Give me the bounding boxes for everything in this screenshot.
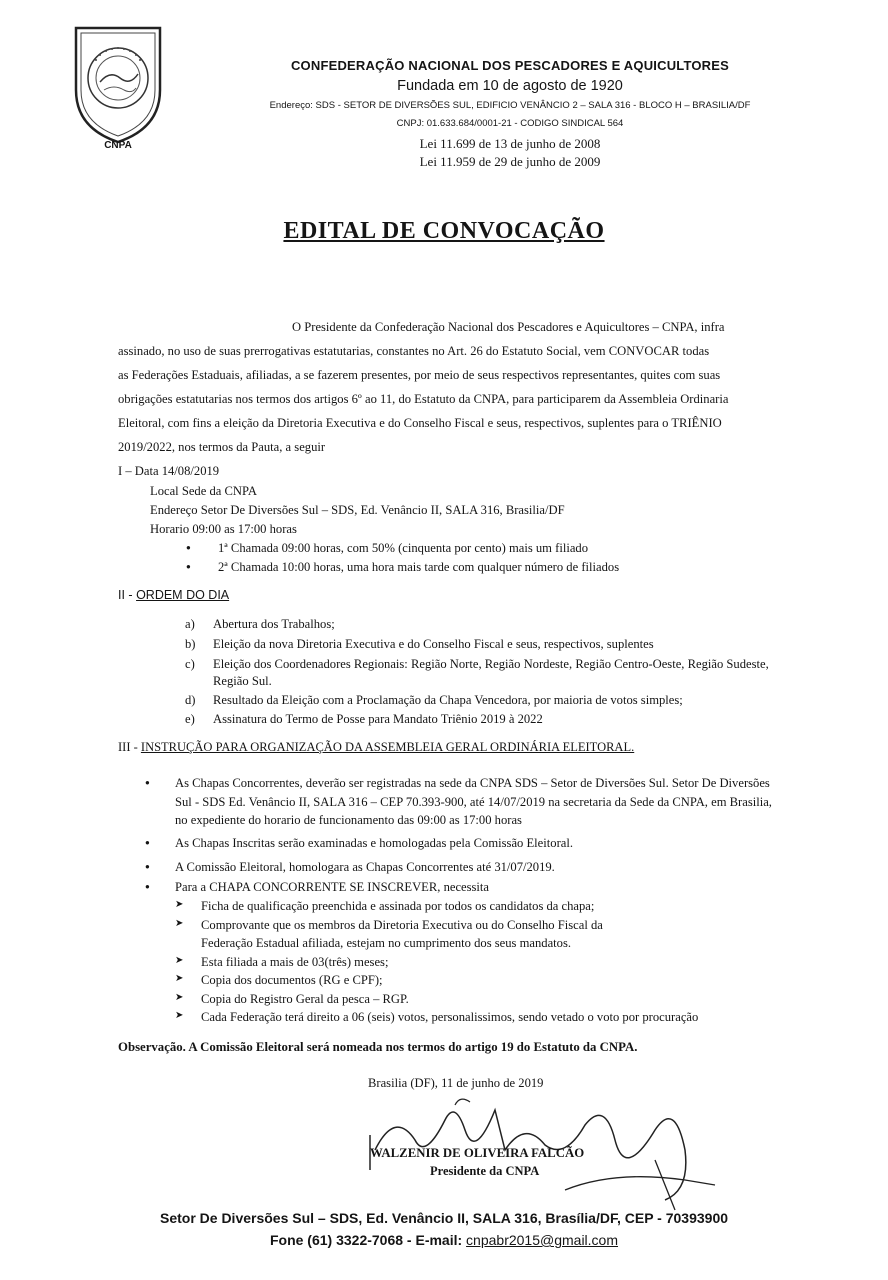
intro-line-3: as Federações Estaduais, afiliadas, a se fazerem presentes, por meio de seus respectivos representantes, quites com suas: [118, 368, 721, 382]
bullet-icon: ●: [186, 562, 191, 571]
instructions-heading: III - INSTRUÇÃO PARA ORGANIZAÇÃO DA ASSEMBLEIA GERAL ORDINÁRIA ELEITORAL.: [118, 740, 635, 754]
bullet-icon: ●: [186, 543, 191, 552]
footer-email-link[interactable]: cnpabr2015@gmail.com: [466, 1232, 619, 1248]
meeting-date: I – Data 14/08/2019: [118, 464, 220, 478]
arrow-bullet-icon: ➤: [175, 955, 184, 966]
agenda-letter-b: b): [185, 637, 196, 651]
agenda-item-e: Assinatura do Termo de Posse para Mandato Triênio 2019 à 2022: [213, 712, 543, 726]
footer-address: Setor De Diversões Sul – SDS, Ed. Venâncio II, SALA 316, Brasília/DF, CEP - 70393900: [159, 1210, 729, 1226]
arrow-bullet-icon: ➤: [175, 992, 184, 1003]
instruction-3: ● A Comissão Eleitoral, homologara as Chapas Concorrentes até 31/07/2019.: [145, 860, 555, 874]
requirement-4: ➤ Copia dos documentos (RG e CPF);: [175, 973, 383, 987]
agenda-letter-e: e): [185, 712, 195, 726]
agenda-heading: II - ORDEM DO DIA: [118, 588, 230, 602]
bullet-icon: ●: [145, 862, 150, 871]
org-name: CONFEDERAÇÃO NACIONAL DOS PESCADORES E AQUICULTORES: [290, 58, 730, 73]
requirement-3: ➤ Esta filiada a mais de 03(três) meses;: [175, 955, 389, 969]
observation: Observação. A Comissão Eleitoral será nomeada nos termos do artigo 19 do Estatuto da CNPA.: [118, 1040, 638, 1054]
seal-emblem-icon: [70, 20, 166, 148]
bullet-icon: ●: [145, 882, 150, 891]
agenda-letter-d: d): [185, 693, 196, 707]
instruction-1-line-2: Sul - SDS Ed. Venâncio II, SALA 316 – CEP 70.393-900, até 14/07/2019 na secretaria da Sede da CNPA, em Brasilia,: [175, 795, 772, 809]
arrow-bullet-icon: ➤: [175, 899, 184, 910]
signature-place-date: Brasilia (DF), 11 de junho de 2019: [368, 1076, 544, 1090]
intro-line-6: 2019/2022, nos termos da Pauta, a seguir: [118, 440, 326, 454]
seal-label: CNPA: [104, 140, 132, 151]
intro-line-4: obrigações estatutarias nos termos dos artigos 6º ao 11, do Estatuto da CNPA, para participarem da Assembleia Ordinaria: [118, 392, 729, 406]
bullet-icon: ●: [145, 778, 150, 787]
bullet-icon: ●: [145, 838, 150, 847]
instruction-1-line-1: ● As Chapas Concorrentes, deverão ser registradas na sede da CNPA SDS – Setor de Diversões Sul. Setor De Diversões: [145, 776, 770, 790]
intro-line-1: O Presidente da Confederação Nacional dos Pescadores e Aquicultores – CNPA, infra: [292, 320, 725, 334]
law-2: Lei 11.959 de 29 de junho de 2009: [419, 154, 601, 169]
requirement-5: ➤ Copia do Registro Geral da pesca – RGP.: [175, 992, 409, 1006]
instruction-1-line-3: no expediente do horario de funcionamento das 09:00 as 17:00 horas: [175, 813, 522, 827]
agenda-item-b: Eleição da nova Diretoria Executiva e do Conselho Fiscal e seus, respectivos, suplentes: [213, 637, 654, 651]
arrow-bullet-icon: ➤: [175, 973, 184, 984]
arrow-bullet-icon: ➤: [175, 1010, 184, 1021]
cnpa-seal: [70, 20, 166, 148]
meeting-address: Endereço Setor De Diversões Sul – SDS, Ed. Venâncio II, SALA 316, Brasilia/DF: [150, 503, 565, 517]
meeting-local: Local Sede da CNPA: [150, 484, 257, 498]
agenda-letter-a: a): [185, 617, 195, 631]
agenda-item-a: Abertura dos Trabalhos;: [213, 617, 335, 631]
arrow-bullet-icon: ➤: [175, 918, 184, 929]
requirement-2-cont: Federação Estadual afiliada, estejam no cumprimento dos seus mandatos.: [201, 936, 572, 950]
agenda-item-c-cont: Região Sul.: [213, 674, 272, 688]
footer-contact: Fone (61) 3322-7068 - E-mail: cnpabr2015@gmail.com: [269, 1232, 619, 1248]
signatory-name: WALZENIR DE OLIVEIRA FALCÃO: [370, 1146, 585, 1160]
founded-date: Fundada em 10 de agosto de 1920: [397, 78, 623, 94]
requirement-1: ➤ Ficha de qualificação preenchida e assinada por todos os candidatos da chapa;: [175, 899, 595, 913]
agenda-item-c: Eleição dos Coordenadores Regionais: Região Norte, Região Nordeste, Região Centro-Oeste, Região Sudeste,: [213, 657, 769, 671]
signatory-role: Presidente da CNPA: [430, 1164, 540, 1178]
meeting-hours: Horario 09:00 as 17:00 horas: [150, 522, 297, 536]
requirement-2: ➤ Comprovante que os membros da Diretoria Executiva ou do Conselho Fiscal da: [175, 918, 603, 932]
intro-line-2: assinado, no uso de suas prerrogativas estatutarias, constantes no Art. 26 do Estatuto Social, vem CONVOCAR todas: [118, 344, 710, 358]
requirement-6: ➤ Cada Federação terá direito a 06 (seis) votos, personalissimos, sendo vetado o voto por procuração: [175, 1010, 699, 1024]
agenda-letter-c: c): [185, 657, 195, 671]
instruction-2: ● As Chapas Inscritas serão examinadas e homologadas pela Comissão Eleitoral.: [145, 836, 573, 850]
instruction-4: ● Para a CHAPA CONCORRENTE SE INSCREVER, necessita: [145, 880, 490, 894]
org-address: Endereço: SDS - SETOR DE DIVERSÕES SUL, EDIFICIO VENÂNCIO 2 – SALA 316 - BLOCO H – BRASILIA/DF: [269, 100, 751, 111]
org-cnpj: CNPJ: 01.633.684/0001-21 - CODIGO SINDICAL 564: [396, 118, 624, 129]
second-call: ● 2ª Chamada 10:00 horas, uma hora mais tarde com qualquer número de filiados: [186, 560, 620, 574]
first-call: ● 1ª Chamada 09:00 horas, com 50% (cinquenta por cento) mais um filiado: [186, 541, 588, 555]
agenda-item-d: Resultado da Eleição com a Proclamação da Chapa Vencedora, por maioria de votos simples;: [213, 693, 683, 707]
law-1: Lei 11.699 de 13 de junho de 2008: [419, 136, 601, 151]
document-title: EDITAL DE CONVOCAÇÃO: [283, 218, 605, 244]
intro-line-5: Eleitoral, com fins a eleição da Diretoria Executiva e do Conselho Fiscal e seus, respectivos, suplentes para o TRIÊNIO: [118, 416, 722, 430]
